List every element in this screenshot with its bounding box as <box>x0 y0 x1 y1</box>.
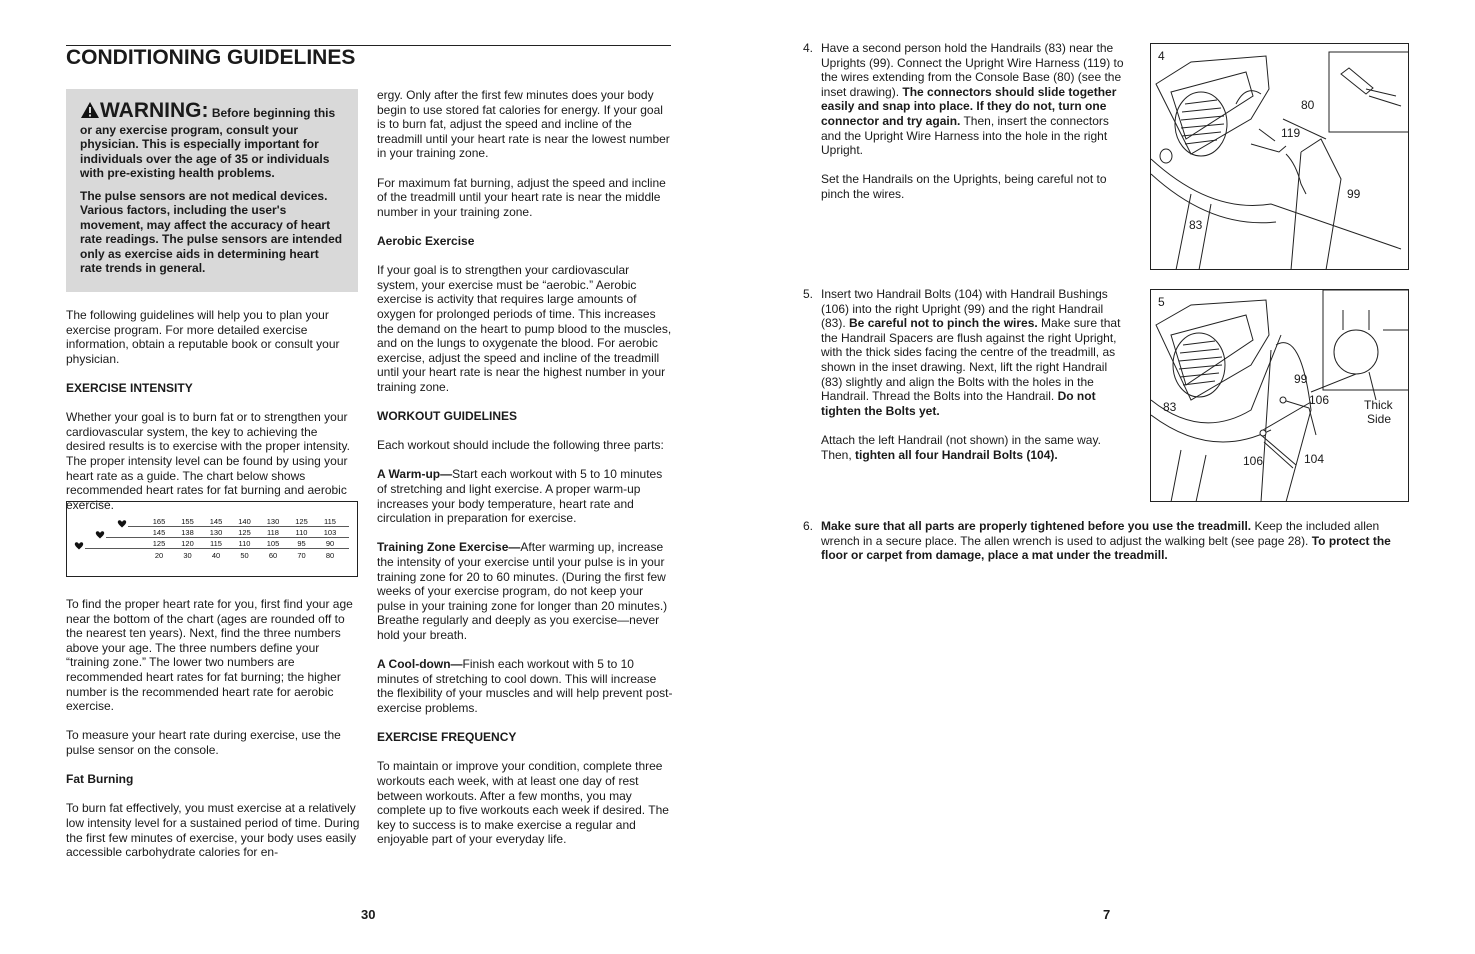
warning-triangle-icon <box>80 101 100 123</box>
chart-value-label: 110 <box>238 539 251 548</box>
chart-value-label: 90 <box>325 539 335 548</box>
heart-icon <box>75 542 83 549</box>
step-5-bold-1: Be careful not to pinch the wires. <box>849 316 1038 331</box>
measure-paragraph: To measure your heart rate during exercise, use the pulse sensor on the console. <box>66 728 341 757</box>
step-5-text-2: Make sure that the Handrail Spacers are flush against the right Upright, with the thick sides facing the centre of the treadmill, as shown in the inset drawing. Next, lift the right Handrail (83) slightly and align the Bolts with the holes in the Handrail. Thread the Bolts into the Handrail. <box>821 316 1121 404</box>
chart-age-label: 80 <box>325 551 335 560</box>
warning-lead-paragraph <box>80 101 344 181</box>
page-number-left: 30 <box>361 907 376 922</box>
step-6-text-1: Keep the included allen wrench in a secure place. The allen wrench is used to adjust the walking belt (see page 28). <box>821 519 1380 548</box>
chart-age-label: 30 <box>183 551 192 560</box>
training-label: Training Zone Exercise— <box>377 540 521 555</box>
chart-value-label: 125 <box>152 539 166 548</box>
figure-4 <box>1150 43 1409 270</box>
chart-value-label: 145 <box>152 528 166 537</box>
left-column-b <box>66 597 360 874</box>
figure-5-label-106-top: 106 <box>1309 393 1330 407</box>
chart-age-label: 60 <box>268 551 278 560</box>
chart-value-label: 120 <box>181 539 194 548</box>
figure-4-label-119: 119 <box>1281 126 1301 140</box>
chart-value-label: 165 <box>152 517 166 526</box>
figure-4-label-99: 99 <box>1347 187 1361 201</box>
warning-box <box>66 89 358 292</box>
chart-age-label: 50 <box>240 551 249 560</box>
heading-aerobic: Aerobic Exercise <box>377 233 475 248</box>
heading-exercise-frequency: EXERCISE FREQUENCY <box>377 730 517 745</box>
step-4-text <box>821 41 1131 216</box>
chart-value-label: 105 <box>266 539 280 548</box>
step-4-text-1: Have a second person hold the Handrails (83) near the Uprights (99). Connect the Upright Wire Harness (119) to the wires extending from the Console Base (80) (see the inset drawing). <box>821 41 1124 99</box>
chart-value-label: 138 <box>181 528 194 537</box>
heart-rate-chart-svg <box>67 502 359 578</box>
cooldown-paragraph <box>377 657 673 715</box>
fat-burning-paragraph: To burn fat effectively, you must exercise at a relatively low intensity level for a sustained period of time. During the first few minutes of exercise, your body uses easily accessible carbohydrate calories for en- <box>66 801 360 860</box>
chart-value-label: 140 <box>238 517 251 526</box>
step-6-bold-1: Make sure that all parts are properly tightened before you use the treadmill. <box>821 519 1252 533</box>
step-4-number: 4. <box>803 41 814 55</box>
figure-5-label-104: 104 <box>1304 452 1325 466</box>
chart-value-label: 125 <box>238 528 251 537</box>
figure-5-label-side: Side <box>1367 412 1392 426</box>
step-6-paragraph <box>821 519 1403 563</box>
step-5-number: 5. <box>803 287 814 301</box>
heading-exercise-intensity: EXERCISE INTENSITY <box>66 380 193 395</box>
workout-paragraph: Each workout should include the following three parts: <box>377 438 664 453</box>
figure-5-label-99: 99 <box>1294 372 1308 386</box>
step-5-paragraph <box>821 287 1131 418</box>
training-text: After warming up, increase the intensity of your exercise until your pulse is in your training zone for 20 to 60 minutes. (During the first few weeks of your exercise program, do not keep your pulse in your training zone for longer than 20 minutes.) Breathe regularly and deeply as you exercise—never hold your breath. <box>377 540 668 642</box>
warmup-label: A Warm-up— <box>377 467 453 482</box>
fat-cont-paragraph: ergy. Only after the first few minutes does your body begin to use stored fat calories for energy. If your goal is to burn fat, adjust the speed and incline of the treadmill until your heart rate is near the lowest number in your training zone. <box>377 88 670 161</box>
chart-age-label: 70 <box>297 551 306 560</box>
page-title: CONDITIONING GUIDELINES <box>66 46 356 69</box>
figure-5-label-thick: Thick <box>1364 398 1393 412</box>
step-4-paragraph <box>821 41 1131 158</box>
frequency-paragraph: To maintain or improve your condition, complete three workouts each week, with at least one day of rest between workouts. After a few months, you may complete up to five workouts each week if desired. The key to success is to make exercise a regular and enjoyable part of your everyday life. <box>377 759 669 847</box>
chart-value-label: 130 <box>209 528 223 537</box>
chart-value-label: 155 <box>181 517 194 526</box>
figure-5-label-106-bottom: 106 <box>1243 454 1264 468</box>
middle-column <box>377 88 673 861</box>
aerobic-paragraph: If your goal is to strengthen your cardiovascular system, your exercise must be “aerobic.” Aerobic exercise is activity that requires large amounts of oxygen for prolonged periods of time. This increases the demand on the heart to pump blood to the muscles, and on the lungs to oxygenate the blood. For aerobic exercise, adjust the speed and incline of the treadmill until your heart rate is near the highest number in your training zone. <box>377 263 672 394</box>
warning-pulse-text: The pulse sensors are not medical devices. Various factors, including the user's movement, may affect the accuracy of heart rate readings. The pulse sensors are intended only as exercise aids in determining heart rate trends in general. <box>80 188 343 275</box>
step-6-number: 6. <box>803 519 814 533</box>
warning-word: WARNING: <box>100 99 209 122</box>
step-5-bold-3: tighten all four Handrail Bolts (104). <box>855 447 1058 462</box>
step-5-bold-2: Do not tighten the Bolts yet. <box>821 389 1096 418</box>
figure-5-label-83: 83 <box>1163 400 1177 414</box>
step-5-text-3: Attach the left Handrail (not shown) in the same way. Then, <box>821 432 1101 462</box>
warning-lead-text: Before beginning this or any exercise program, consult your physician. This is especially important for individuals over the age of 35 or individuals with pre-existing health problems. <box>80 106 336 180</box>
step-4-text-2: Then, insert the connectors and the Upright Wire Harness into the hole in the right Upright. <box>821 113 1109 158</box>
figure-5 <box>1150 289 1409 502</box>
step-4-paragraph-2: Set the Handrails on the Uprights, being careful not to pinch the wires. <box>821 172 1107 201</box>
figure-5-drawing <box>1151 290 1409 502</box>
chart-age-label: 40 <box>211 551 221 560</box>
warmup-text: Start each workout with 5 to 10 minutes of stretching and light exercise. A proper warm-up increases your body temperature, heart rate and circulation in preparation for exercise. <box>377 467 663 526</box>
training-paragraph <box>377 540 673 642</box>
step-5-text-1: Insert two Handrail Bolts (104) with Handrail Bushings (106) into the right Upright (99) and the right Handrail (83). <box>821 287 1108 331</box>
figure-4-label-80: 80 <box>1301 98 1315 112</box>
figure-4-label-83: 83 <box>1189 218 1203 232</box>
intro-paragraph: The following guidelines will help you to plan your exercise program. For more detailed exercise information, obtain a reputable book or consult your physician. <box>66 308 340 366</box>
find-rate-paragraph: To find the proper heart rate for you, first find your age near the bottom of the chart (ages are rounded off to the nearest ten years). Next, find the three numbers above your age. The three numbers define your “training zone.” The lower two numbers are recommended heart rates for fat burning; the higher number is the recommended heart rate for aerobic exercise. <box>66 597 353 714</box>
page-number-right: 7 <box>1103 907 1111 922</box>
heart-icon <box>118 520 126 527</box>
warmup-paragraph <box>377 467 673 525</box>
step-4-bold: The connectors should slide together easily and snap into place. If they do not, turn one connector and try again. <box>821 84 1117 128</box>
heading-workout-guidelines: WORKOUT GUIDELINES <box>377 409 517 424</box>
fat-max-paragraph: For maximum fat burning, adjust the speed and incline of the treadmill until your heart rate is near the middle number in your training zone. <box>377 175 666 219</box>
intensity-paragraph: Whether your goal is to burn fat or to strengthen your cardiovascular system, the key to achieving the desired results is to exercise with the proper intensity. The proper intensity level can be found by using your heart rate as a guide. The chart below shows recommended heart rates for fat burning and aerobic exercise. <box>66 410 350 512</box>
chart-value-label: 130 <box>266 517 280 526</box>
heart-icon <box>96 531 104 538</box>
chart-value-label: 103 <box>323 528 337 537</box>
chart-age-label: 20 <box>154 551 164 560</box>
chart-value-label: 125 <box>295 517 308 526</box>
step-5-paragraph-2 <box>821 433 1131 462</box>
chart-value-label: 145 <box>209 517 223 526</box>
figure-4-drawing <box>1151 44 1409 270</box>
heart-rate-chart <box>66 501 358 577</box>
cooldown-label: A Cool-down— <box>377 657 463 672</box>
figure-5-number: 5 <box>1158 295 1165 309</box>
chart-value-label: 115 <box>324 517 336 526</box>
chart-value-label: 110 <box>295 528 308 537</box>
heading-fat-burning: Fat Burning <box>66 772 134 787</box>
chart-value-label: 95 <box>297 539 306 548</box>
chart-value-label: 115 <box>210 539 222 548</box>
step-6-bold-2: To protect the floor or carpet from damage, place a mat under the treadmill. <box>821 533 1391 563</box>
step-5-text <box>821 287 1131 477</box>
step-6-text <box>821 519 1403 577</box>
cooldown-text: Finish each workout with 5 to 10 minutes of stretching to cool down. This will increase the flexibility of your muscles and will help prevent post-exercise problems. <box>377 657 673 715</box>
figure-4-number: 4 <box>1158 49 1165 63</box>
chart-value-label: 118 <box>267 528 279 537</box>
left-column-a <box>66 308 360 527</box>
